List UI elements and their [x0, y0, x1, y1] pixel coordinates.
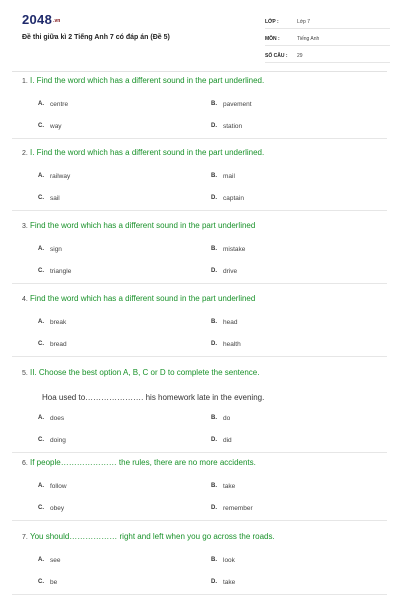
option-text: captain	[223, 194, 244, 202]
option-letter: C.	[38, 437, 44, 443]
option-letter: D.	[211, 268, 217, 274]
meta-key: LỚP :	[265, 19, 279, 25]
option-text: drive	[223, 267, 238, 275]
question-header	[12, 221, 387, 239]
answer-option[interactable]	[211, 576, 235, 588]
question-4	[12, 294, 387, 357]
question-text: Find the word which has a different sound in the part underlined	[30, 221, 256, 230]
option-letter: B.	[211, 246, 217, 252]
answer-option[interactable]	[211, 170, 235, 182]
question-header	[12, 294, 387, 312]
answer-option[interactable]	[211, 265, 237, 277]
question-number: 2.	[22, 150, 28, 157]
option-text: remember	[223, 504, 253, 512]
option-text: be	[50, 578, 58, 586]
option-text: take	[223, 482, 236, 490]
option-letter: A.	[38, 173, 44, 179]
answer-option[interactable]	[211, 243, 245, 255]
meta-value: 29	[297, 53, 303, 59]
option-text: take	[223, 578, 236, 586]
option-text: head	[223, 318, 238, 326]
answer-option[interactable]	[38, 170, 70, 182]
question-7	[12, 532, 387, 595]
option-text: health	[223, 340, 241, 348]
option-text: station	[223, 122, 243, 130]
option-text: mail	[223, 172, 235, 180]
answer-option[interactable]	[38, 502, 64, 514]
option-letter: D.	[211, 505, 217, 511]
answer-option[interactable]	[38, 98, 68, 110]
option-letter: D.	[211, 437, 217, 443]
option-text: break	[50, 318, 67, 326]
option-letter: A.	[38, 415, 44, 421]
answer-option[interactable]	[38, 412, 64, 424]
answer-option[interactable]	[38, 480, 67, 492]
answer-options	[12, 550, 387, 594]
question-header	[12, 532, 387, 550]
option-text: do	[223, 414, 231, 422]
option-text: does	[50, 414, 65, 422]
answer-options	[12, 408, 387, 452]
meta-value: Tiếng Anh	[297, 36, 320, 42]
option-text: bread	[50, 340, 67, 348]
answer-option[interactable]	[211, 192, 244, 204]
option-text: sign	[50, 245, 62, 253]
answer-option[interactable]	[38, 554, 60, 566]
option-letter: C.	[38, 268, 44, 274]
question-1	[12, 76, 387, 139]
question-text: I. Find the word which has a different sound in the part underlined.	[30, 76, 265, 85]
answer-option[interactable]	[211, 480, 235, 492]
meta-value: Lớp 7	[297, 19, 311, 25]
logo-suffix: .vn	[53, 17, 61, 24]
option-letter: C.	[38, 505, 44, 511]
page-header	[12, 0, 387, 72]
answer-option[interactable]	[211, 434, 232, 446]
question-6	[12, 458, 387, 521]
answer-option[interactable]	[211, 98, 252, 110]
answer-option[interactable]	[38, 120, 62, 132]
option-letter: D.	[211, 195, 217, 201]
answer-option[interactable]	[211, 554, 235, 566]
question-header	[12, 368, 387, 386]
answer-options	[12, 94, 387, 138]
meta-key: SỐ CÂU :	[265, 53, 288, 59]
question-number: 3.	[22, 223, 28, 230]
option-text: see	[50, 556, 61, 564]
option-text: doing	[50, 436, 66, 444]
option-text: sail	[50, 194, 60, 202]
question-header	[12, 76, 387, 94]
site-logo[interactable]	[22, 12, 60, 27]
question-number: 1.	[22, 78, 28, 85]
answer-options	[12, 476, 387, 520]
question-number: 7.	[22, 534, 28, 541]
option-text: mistake	[223, 245, 246, 253]
answer-option[interactable]	[211, 412, 230, 424]
option-text: obey	[50, 504, 65, 512]
option-text: did	[223, 436, 232, 444]
logo-main: 2048	[22, 12, 53, 27]
option-text: way	[50, 122, 62, 130]
question-text: You should……………… right and left when you go across the roads.	[30, 532, 275, 541]
option-letter: C.	[38, 123, 44, 129]
answer-option[interactable]	[211, 338, 241, 350]
question-text: II. Choose the best option A, B, C or D to complete the sentence.	[30, 368, 260, 377]
question-text: I. Find the word which has a different sound in the part underlined.	[30, 148, 265, 157]
question-header	[12, 148, 387, 166]
answer-options	[12, 166, 387, 210]
answer-option[interactable]	[38, 434, 66, 446]
answer-option[interactable]	[211, 316, 237, 328]
question-text: Find the word which has a different sound in the part underlined	[30, 294, 256, 303]
option-letter: A.	[38, 246, 44, 252]
option-letter: B.	[211, 101, 217, 107]
option-letter: A.	[38, 557, 44, 563]
option-letter: C.	[38, 579, 44, 585]
answer-option[interactable]	[38, 192, 60, 204]
question-3	[12, 221, 387, 284]
option-letter: B.	[211, 319, 217, 325]
answer-option[interactable]	[38, 316, 66, 328]
question-stem: Hoa used to…………………. his homework late in the evening.	[42, 392, 265, 402]
meta-subject	[265, 33, 390, 46]
option-letter: C.	[38, 195, 44, 201]
option-letter: D.	[211, 341, 217, 347]
option-letter: B.	[211, 415, 217, 421]
option-text: follow	[50, 482, 67, 490]
option-letter: D.	[211, 123, 217, 129]
question-number: 6.	[22, 460, 28, 467]
question-header	[12, 458, 387, 476]
option-letter: B.	[211, 557, 217, 563]
answer-option[interactable]	[38, 243, 62, 255]
meta-key: MÔN :	[265, 36, 280, 42]
answer-option[interactable]	[211, 120, 242, 132]
option-text: centre	[50, 100, 69, 108]
answer-option[interactable]	[211, 502, 253, 514]
answer-option[interactable]	[38, 338, 67, 350]
option-letter: A.	[38, 319, 44, 325]
exam-meta	[265, 16, 390, 67]
answer-options	[12, 312, 387, 356]
meta-question-count	[265, 50, 390, 63]
question-number: 4.	[22, 296, 28, 303]
answer-option[interactable]	[38, 265, 71, 277]
option-text: railway	[50, 172, 71, 180]
option-text: look	[223, 556, 235, 564]
option-letter: B.	[211, 173, 217, 179]
option-text: pavement	[223, 100, 252, 108]
question-text: If people………………… the rules, there are no more accidents.	[30, 458, 256, 467]
answer-option[interactable]	[38, 576, 57, 588]
option-letter: D.	[211, 579, 217, 585]
option-letter: B.	[211, 483, 217, 489]
question-2	[12, 148, 387, 211]
option-text: triangle	[50, 267, 72, 275]
question-5	[12, 368, 387, 453]
option-letter: A.	[38, 483, 44, 489]
answer-options	[12, 239, 387, 283]
exam-title: Đề thi giữa kì 2 Tiếng Anh 7 có đáp án (Đề 5)	[22, 34, 170, 41]
question-number: 5.	[22, 370, 28, 377]
meta-class	[265, 16, 390, 29]
option-letter: A.	[38, 101, 44, 107]
option-letter: C.	[38, 341, 44, 347]
